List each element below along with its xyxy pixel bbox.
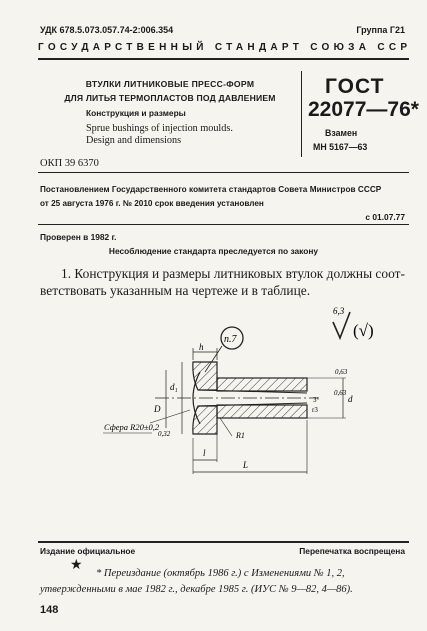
- footer-rule: [38, 541, 409, 543]
- head-upper-section: [193, 362, 217, 390]
- shank-upper-section: [217, 378, 307, 391]
- replace-value: МН 5167—63: [313, 142, 368, 152]
- shank-lower-section: [217, 405, 307, 418]
- english-title-2: Design and dimensions: [86, 135, 182, 146]
- title-divider: [301, 71, 302, 157]
- star-icon: ★: [70, 556, 83, 572]
- law-warning: Несоблюдение стандарта преследуется по закону: [108, 246, 319, 256]
- replace-label: Взамен: [325, 128, 358, 138]
- body-line-2: ветствовать указанным на чертеже и в таблице.: [40, 283, 311, 298]
- dim-d: d: [348, 394, 353, 404]
- dim-L: L: [243, 460, 249, 470]
- roughness-mark-c: 0,32: [158, 430, 171, 438]
- body-line-1: 1. Конструкция и размеры литниковых втулок должны соот-: [61, 266, 405, 281]
- title-line-1: ВТУЛКИ ЛИТНИКОВЫЕ ПРЕСС-ФОРМ: [85, 79, 255, 89]
- page-number: 148: [40, 604, 59, 616]
- roughness-symbol: [333, 306, 374, 340]
- reissue-note-1: * Переиздание (октябрь 1986 г.) с Изменениями № 1, 2,: [96, 568, 345, 579]
- header-rule: [38, 58, 409, 60]
- roughness-parens: (√): [353, 321, 374, 340]
- roughness-value: 6,3: [333, 306, 345, 316]
- decree-line-1: Постановлением Государственного комитета стандартов Совета Министров СССР: [40, 185, 382, 194]
- udk-code: УДК 678.5.073.057.74-2:006.354: [40, 25, 174, 35]
- gost-label: ГОСТ: [325, 75, 385, 98]
- state-standard-heading: ГОСУДАРСТВЕННЫЙ СТАНДАРТ СОЮЗА ССР: [38, 42, 412, 53]
- title-line-2: ДЛЯ ЛИТЬЯ ТЕРМОПЛАСТОВ ПОД ДАВЛЕНИЕМ: [64, 93, 276, 103]
- roughness-mark-b: 0,63: [334, 389, 347, 397]
- title-subtitle: Конструкция и размеры: [86, 108, 186, 118]
- group-code: Группа Г21: [356, 25, 405, 35]
- gost-number: 22077—76*: [308, 98, 419, 121]
- note-label: п.7: [224, 334, 237, 345]
- bushing-drawing: [0, 300, 427, 495]
- okp-code: ОКП 39 6370: [40, 158, 99, 169]
- official-edition: Издание официальное: [40, 546, 136, 556]
- okp-rule: [38, 172, 409, 173]
- radius-r3: r3: [312, 406, 318, 414]
- roughness-mark-a: 0,63: [335, 368, 348, 376]
- angle-label: 3°: [313, 396, 320, 404]
- effective-date: с 01.07.77: [365, 212, 405, 222]
- head-lower-section: [193, 406, 217, 434]
- dim-d1: d₁: [170, 382, 178, 392]
- reprint-prohibited: Перепечатка воспрещена: [299, 546, 405, 556]
- dim-D: D: [154, 404, 161, 414]
- sphere-label: Сфера R20±0,2: [104, 422, 160, 432]
- english-title-1: Sprue bushings of injection moulds.: [86, 123, 233, 134]
- dim-l: l: [203, 448, 206, 458]
- dim-h: h: [199, 342, 204, 352]
- radius-R1: R1: [236, 431, 245, 440]
- decree-line-2: от 25 августа 1976 г. № 2010 срок введения установлен: [40, 199, 264, 208]
- decree-rule: [38, 224, 409, 225]
- checked-note: Проверен в 1982 г.: [40, 232, 117, 242]
- reissue-note-2: утвержденными в мае 1982 г., декабре 1985 г. (ИУС № 9—82, 4—86).: [40, 584, 353, 595]
